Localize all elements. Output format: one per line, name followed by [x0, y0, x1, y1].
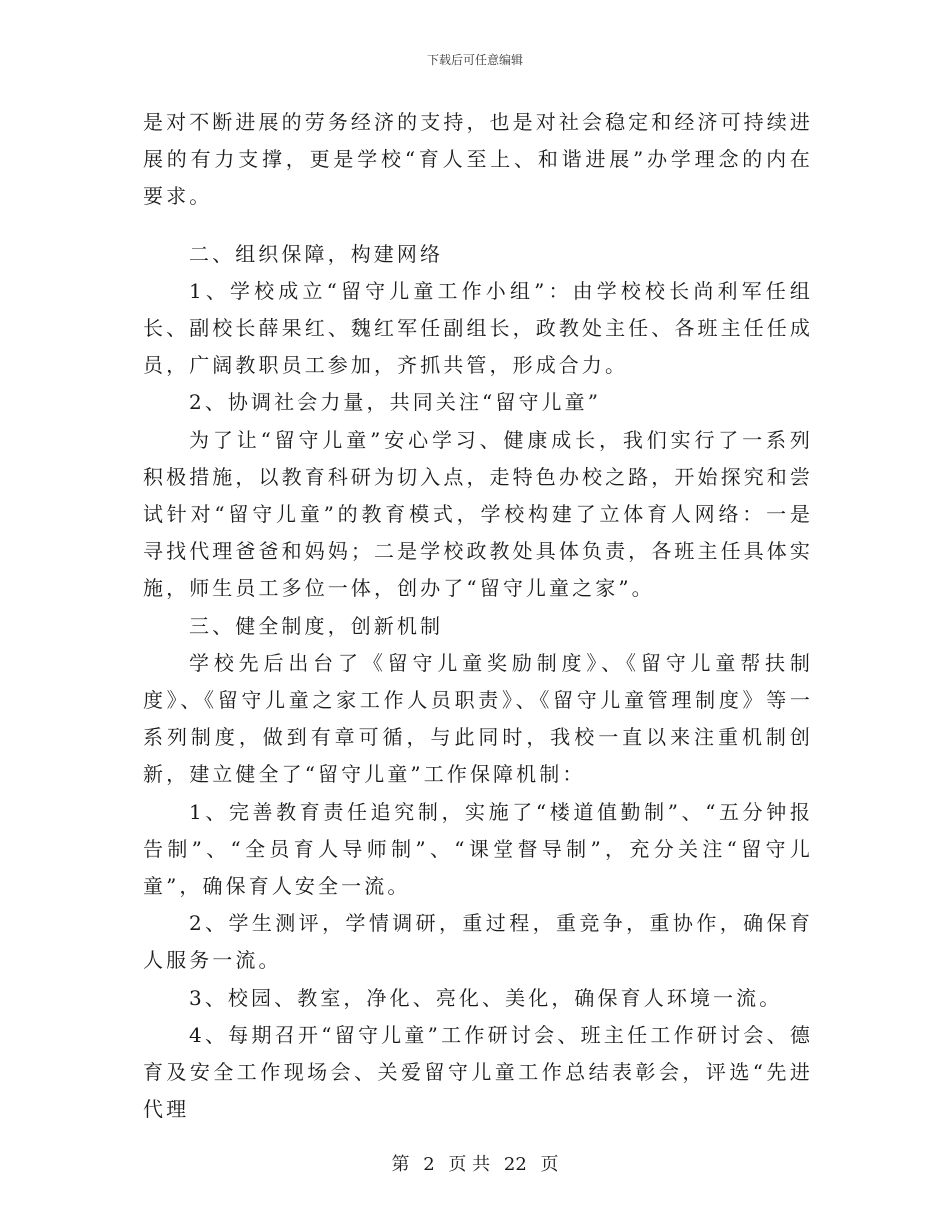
- paragraph-work-group: 1、学校成立“留守儿童工作小组”：由学校校长尚利军任组长、副校长薛果红、魏红军任副组长，政教处主任、各班主任任成员，广阔教职员工参加，齐抓共管，形成合力。: [143, 278, 813, 378]
- section-heading-3: 三、健全制度，创新机制: [189, 613, 444, 638]
- page-footer: [0, 1153, 950, 1177]
- section-heading-2: 二、组织保障，构建网络: [189, 241, 444, 266]
- paragraph-item-4: 4、每期召开“留守儿童”工作研讨会、班主任工作研讨会、德育及安全工作现场会、关爱留守儿童工作总结表彰会，评选“先进代理: [143, 1022, 813, 1122]
- footer-middle: 页 共: [448, 1154, 491, 1175]
- paragraph-item-1: 1、完善教育责任追究制，实施了“楼道值勤制”、“五分钟报告制”、“全员育人导师制”、“课堂督导制”，充分关注“留守儿童”，确保育人安全一流。: [143, 799, 813, 899]
- subheading-social-forces: 2、协调社会力量，共同关注“留守儿童”: [189, 390, 602, 415]
- paragraph-item-3: 3、校园、教室，净化、亮化、美化，确保育人环境一流。: [189, 985, 783, 1010]
- paragraph-systems: 学校先后出台了《留守儿童奖励制度》、《留守儿童帮扶制度》、《留守儿童之家工作人员职责》、《留守儿童管理制度》等一系列制度，做到有章可循，与此同时，我校一直以来注重机制创新，建立健全了“留守儿童”工作保障机制：: [143, 650, 813, 787]
- footer-prefix: 第: [391, 1154, 410, 1175]
- page-header: 下载后可任意编辑: [426, 53, 523, 67]
- document-body: [143, 104, 813, 1128]
- footer-page-number: 2: [423, 1154, 435, 1175]
- paragraph-measures: 为了让“留守儿童”安心学习、健康成长，我们实行了一系列积极措施，以教育科研为切入点，走特色办校之路，开始探究和尝试针对“留守儿童”的教育模式，学校构建了立体育人网络：一是寻找代理爸爸和妈妈；二是学校政教处具体负责，各班主任具体实施，师生员工多位一体，创办了“留守儿童之家”。: [143, 427, 813, 601]
- footer-total-pages: 22: [503, 1154, 527, 1175]
- paragraph-continuation: 是对不断进展的劳务经济的支持，也是对社会稳定和经济可持续进展的有力支撑，更是学校“育人至上、和谐进展”办学理念的内在要求。: [143, 110, 813, 209]
- paragraph-item-2: 2、学生测评，学情调研，重过程，重竞争，重协作，确保育人服务一流。: [143, 911, 813, 973]
- footer-suffix: 页: [540, 1154, 559, 1175]
